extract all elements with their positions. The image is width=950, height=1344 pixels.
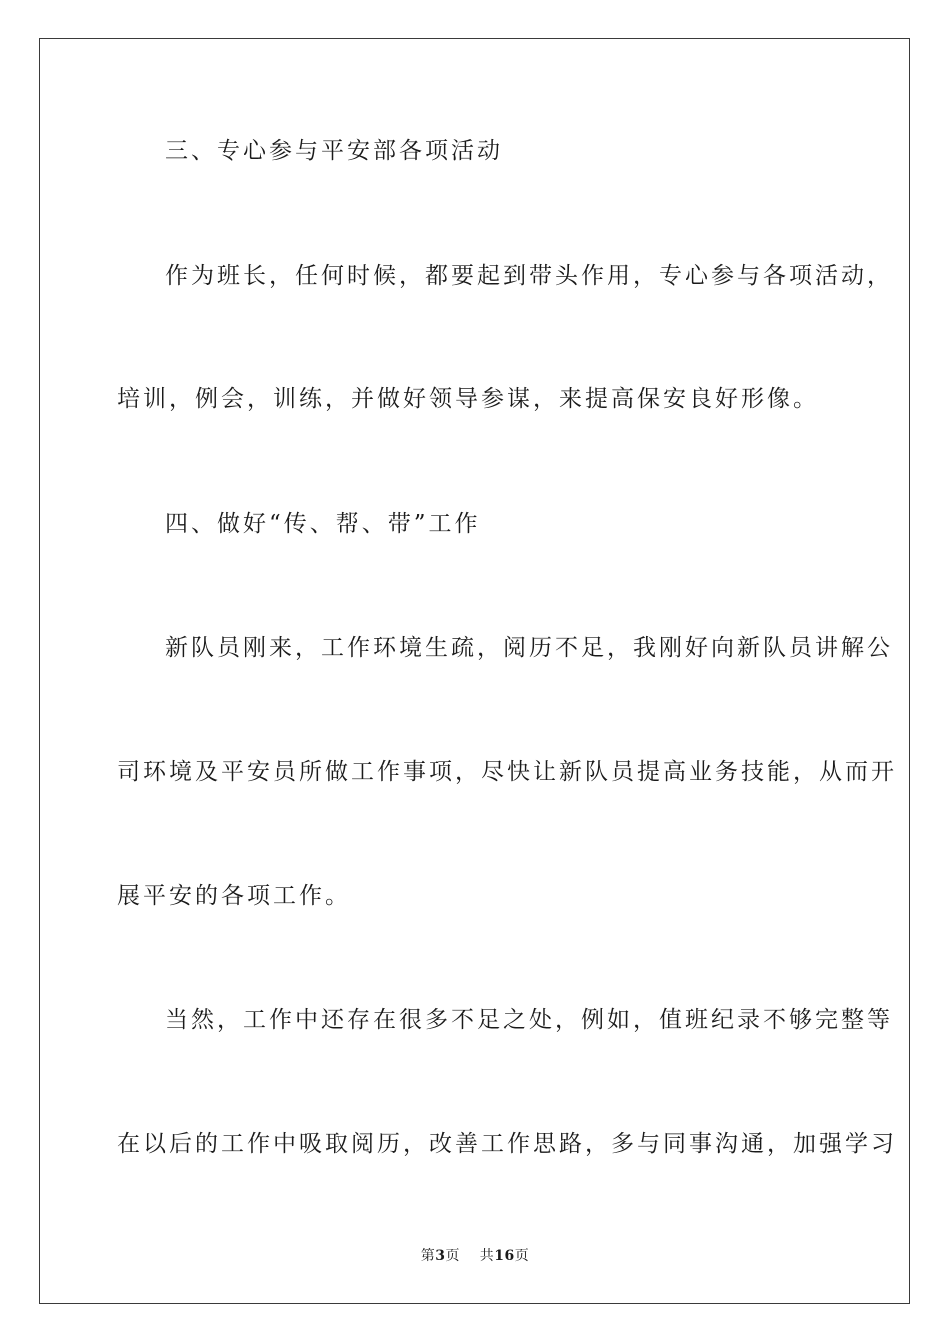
page-border [39, 38, 910, 1304]
page-footer [0, 1247, 950, 1265]
paragraph-line: 作为班长，任何时候，都要起到带头作用，专心参与各项活动， [165, 263, 893, 289]
page-prefix: 第 [420, 1248, 436, 1264]
page-suffix: 页 [445, 1248, 460, 1264]
paragraph-line: 展平安的各项工作。 [117, 883, 351, 909]
paragraph-line: 新队员刚来，工作环境生疏，阅历不足，我刚好向新队员讲解公 [165, 635, 893, 661]
total-prefix: 共 [479, 1248, 495, 1264]
page-number: 3 [435, 1248, 446, 1264]
total-suffix: 页 [514, 1248, 530, 1264]
paragraph-line: 培训，例会，训练，并做好领导参谋，来提高保安良好形像。 [117, 386, 819, 412]
section-heading-3: 三、专心参与平安部各项活动 [165, 138, 503, 164]
paragraph-line: 司环境及平安员所做工作事项，尽快让新队员提高业务技能，从而开 [117, 759, 897, 785]
paragraph-line: 在以后的工作中吸取阅历，改善工作思路，多与同事沟通，加强学习 [117, 1131, 897, 1157]
total-pages: 16 [494, 1248, 515, 1264]
paragraph-line: 当然，工作中还存在很多不足之处，例如，值班纪录不够完整等 [165, 1007, 893, 1033]
section-heading-4: 四、做好“传、帮、带”工作 [165, 511, 481, 537]
